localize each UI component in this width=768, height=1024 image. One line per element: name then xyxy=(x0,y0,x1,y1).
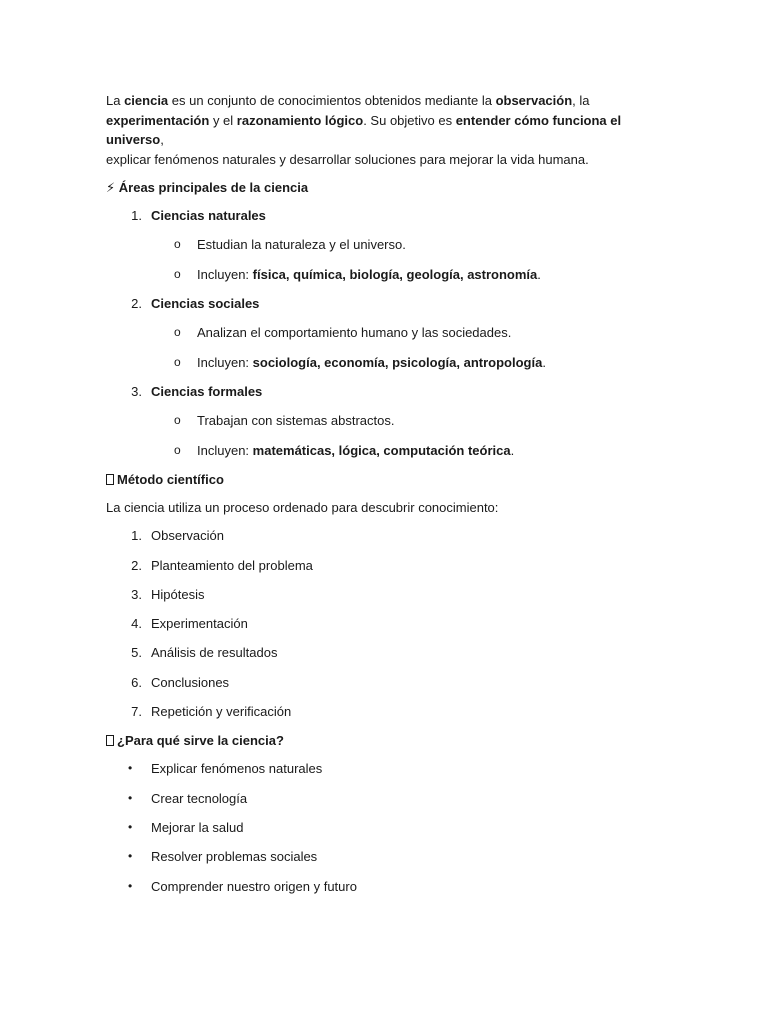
area-title: Ciencias sociales xyxy=(151,296,260,312)
sub-bullet: o xyxy=(174,237,181,252)
sub-item-bold: sociología, economía, psicología, antropología xyxy=(252,354,543,370)
list-item xyxy=(106,526,666,555)
sub-item-suffix: . xyxy=(510,442,515,458)
intro-bold-term: entender cómo funciona el universo xyxy=(106,112,622,147)
sub-list-item xyxy=(106,441,666,470)
list-number: 4. xyxy=(131,616,142,632)
step-text: Experimentación xyxy=(151,616,248,632)
sub-bullet: o xyxy=(174,413,181,428)
list-item xyxy=(106,382,666,411)
sub-item-text xyxy=(197,265,541,284)
step-text: Conclusiones xyxy=(151,674,230,690)
list-item xyxy=(106,585,666,614)
para-que-heading xyxy=(106,731,666,750)
intro-bold-term: razonamiento lógico xyxy=(236,112,364,128)
step-text: Repetición y verificación xyxy=(151,704,292,720)
list-number: 6. xyxy=(131,674,142,690)
sub-bullet: o xyxy=(174,325,181,340)
list-item xyxy=(106,818,666,847)
intro-paragraph xyxy=(106,91,666,169)
intro-text: y el xyxy=(209,112,237,128)
bullet-text: Comprender nuestro origen y futuro xyxy=(151,878,357,894)
document-page xyxy=(106,91,666,906)
bullet: • xyxy=(128,761,133,776)
areas-heading-text: Áreas principales de la ciencia xyxy=(118,180,309,195)
sub-bullet: o xyxy=(174,354,181,369)
sub-item-prefix: Incluyen: xyxy=(197,442,253,458)
sub-item-prefix: Incluyen: xyxy=(197,266,253,282)
intro-bold-term: ciencia xyxy=(124,93,169,108)
intro-text: , xyxy=(160,132,164,147)
list-number: 5. xyxy=(131,645,142,661)
area-title: Ciencias formales xyxy=(151,384,263,400)
list-number: 1. xyxy=(131,528,142,544)
list-number: 1. xyxy=(131,208,142,223)
list-item xyxy=(106,206,666,235)
intro-text: es un conjunto de conocimientos obtenidos mediante la xyxy=(168,93,496,108)
metodo-steps-list xyxy=(106,526,666,731)
list-number: 3. xyxy=(131,384,142,400)
sub-bullet: o xyxy=(174,266,181,281)
intro-text: , la xyxy=(572,93,590,108)
sub-list-item xyxy=(106,235,666,264)
areas-list xyxy=(106,206,666,470)
step-text: Hipótesis xyxy=(151,586,205,602)
sub-item-text xyxy=(197,353,546,372)
list-item xyxy=(106,643,666,672)
list-number: 2. xyxy=(131,296,142,312)
step-text: Análisis de resultados xyxy=(151,645,278,661)
sub-item-suffix: . xyxy=(542,354,546,370)
intro-text: explicar fenómenos naturales y desarrollar soluciones para mejorar la vida humana. xyxy=(106,151,589,167)
para-que-list xyxy=(106,759,666,905)
intro-text: . Su objetivo es xyxy=(363,112,456,128)
sub-item-suffix: . xyxy=(537,266,541,282)
metodo-heading-text: Método científico xyxy=(117,472,224,488)
bullet: • xyxy=(128,790,133,805)
sub-list-item xyxy=(106,411,666,440)
intro-bold-term: experimentación xyxy=(106,112,210,128)
step-text: Observación xyxy=(151,528,224,544)
list-item xyxy=(106,759,666,788)
sub-list-item xyxy=(106,353,666,382)
bullet-text: Mejorar la salud xyxy=(151,819,244,835)
list-number: 3. xyxy=(131,586,142,602)
bullet-text: Crear tecnología xyxy=(151,790,248,806)
sub-item-text: Estudian la naturaleza y el universo. xyxy=(197,237,406,253)
metodo-intro: La ciencia utiliza un proceso ordenado para descubrir conocimiento: xyxy=(106,500,499,516)
bullet-text: Resolver problemas sociales xyxy=(151,849,318,865)
missing-glyph-icon xyxy=(106,735,114,746)
list-item xyxy=(106,294,666,323)
area-title: Ciencias naturales xyxy=(151,208,266,223)
list-item xyxy=(106,702,666,731)
bullet: • xyxy=(128,849,133,864)
intro-text: La xyxy=(106,93,125,108)
lightning-icon: ⚡ xyxy=(106,180,116,195)
list-item xyxy=(106,673,666,702)
sub-list-item xyxy=(106,323,666,352)
missing-glyph-icon xyxy=(106,474,114,485)
bullet: • xyxy=(128,878,133,893)
list-item xyxy=(106,847,666,876)
sub-item-text: Analizan el comportamiento humano y las sociedades. xyxy=(197,325,512,341)
metodo-heading xyxy=(106,470,666,489)
areas-heading xyxy=(106,178,666,197)
sub-list-item xyxy=(106,265,666,294)
list-item xyxy=(106,556,666,585)
list-number: 7. xyxy=(131,704,142,720)
list-item xyxy=(106,614,666,643)
bullet: • xyxy=(128,819,133,834)
sub-item-bold: matemáticas, lógica, computación teórica xyxy=(252,442,511,458)
sub-bullet: o xyxy=(174,442,181,457)
sub-item-prefix: Incluyen: xyxy=(197,354,253,370)
bullet-text: Explicar fenómenos naturales xyxy=(151,761,323,777)
list-item xyxy=(106,877,666,906)
para-que-heading-text: ¿Para qué sirve la ciencia? xyxy=(117,733,284,749)
list-number: 2. xyxy=(131,557,142,573)
sub-item-text: Trabajan con sistemas abstractos. xyxy=(197,413,395,429)
sub-item-bold: física, química, biología, geología, astronomía xyxy=(252,266,538,282)
list-item xyxy=(106,789,666,818)
step-text: Planteamiento del problema xyxy=(151,557,313,573)
sub-item-text xyxy=(197,441,514,460)
intro-bold-term: observación xyxy=(495,93,573,108)
